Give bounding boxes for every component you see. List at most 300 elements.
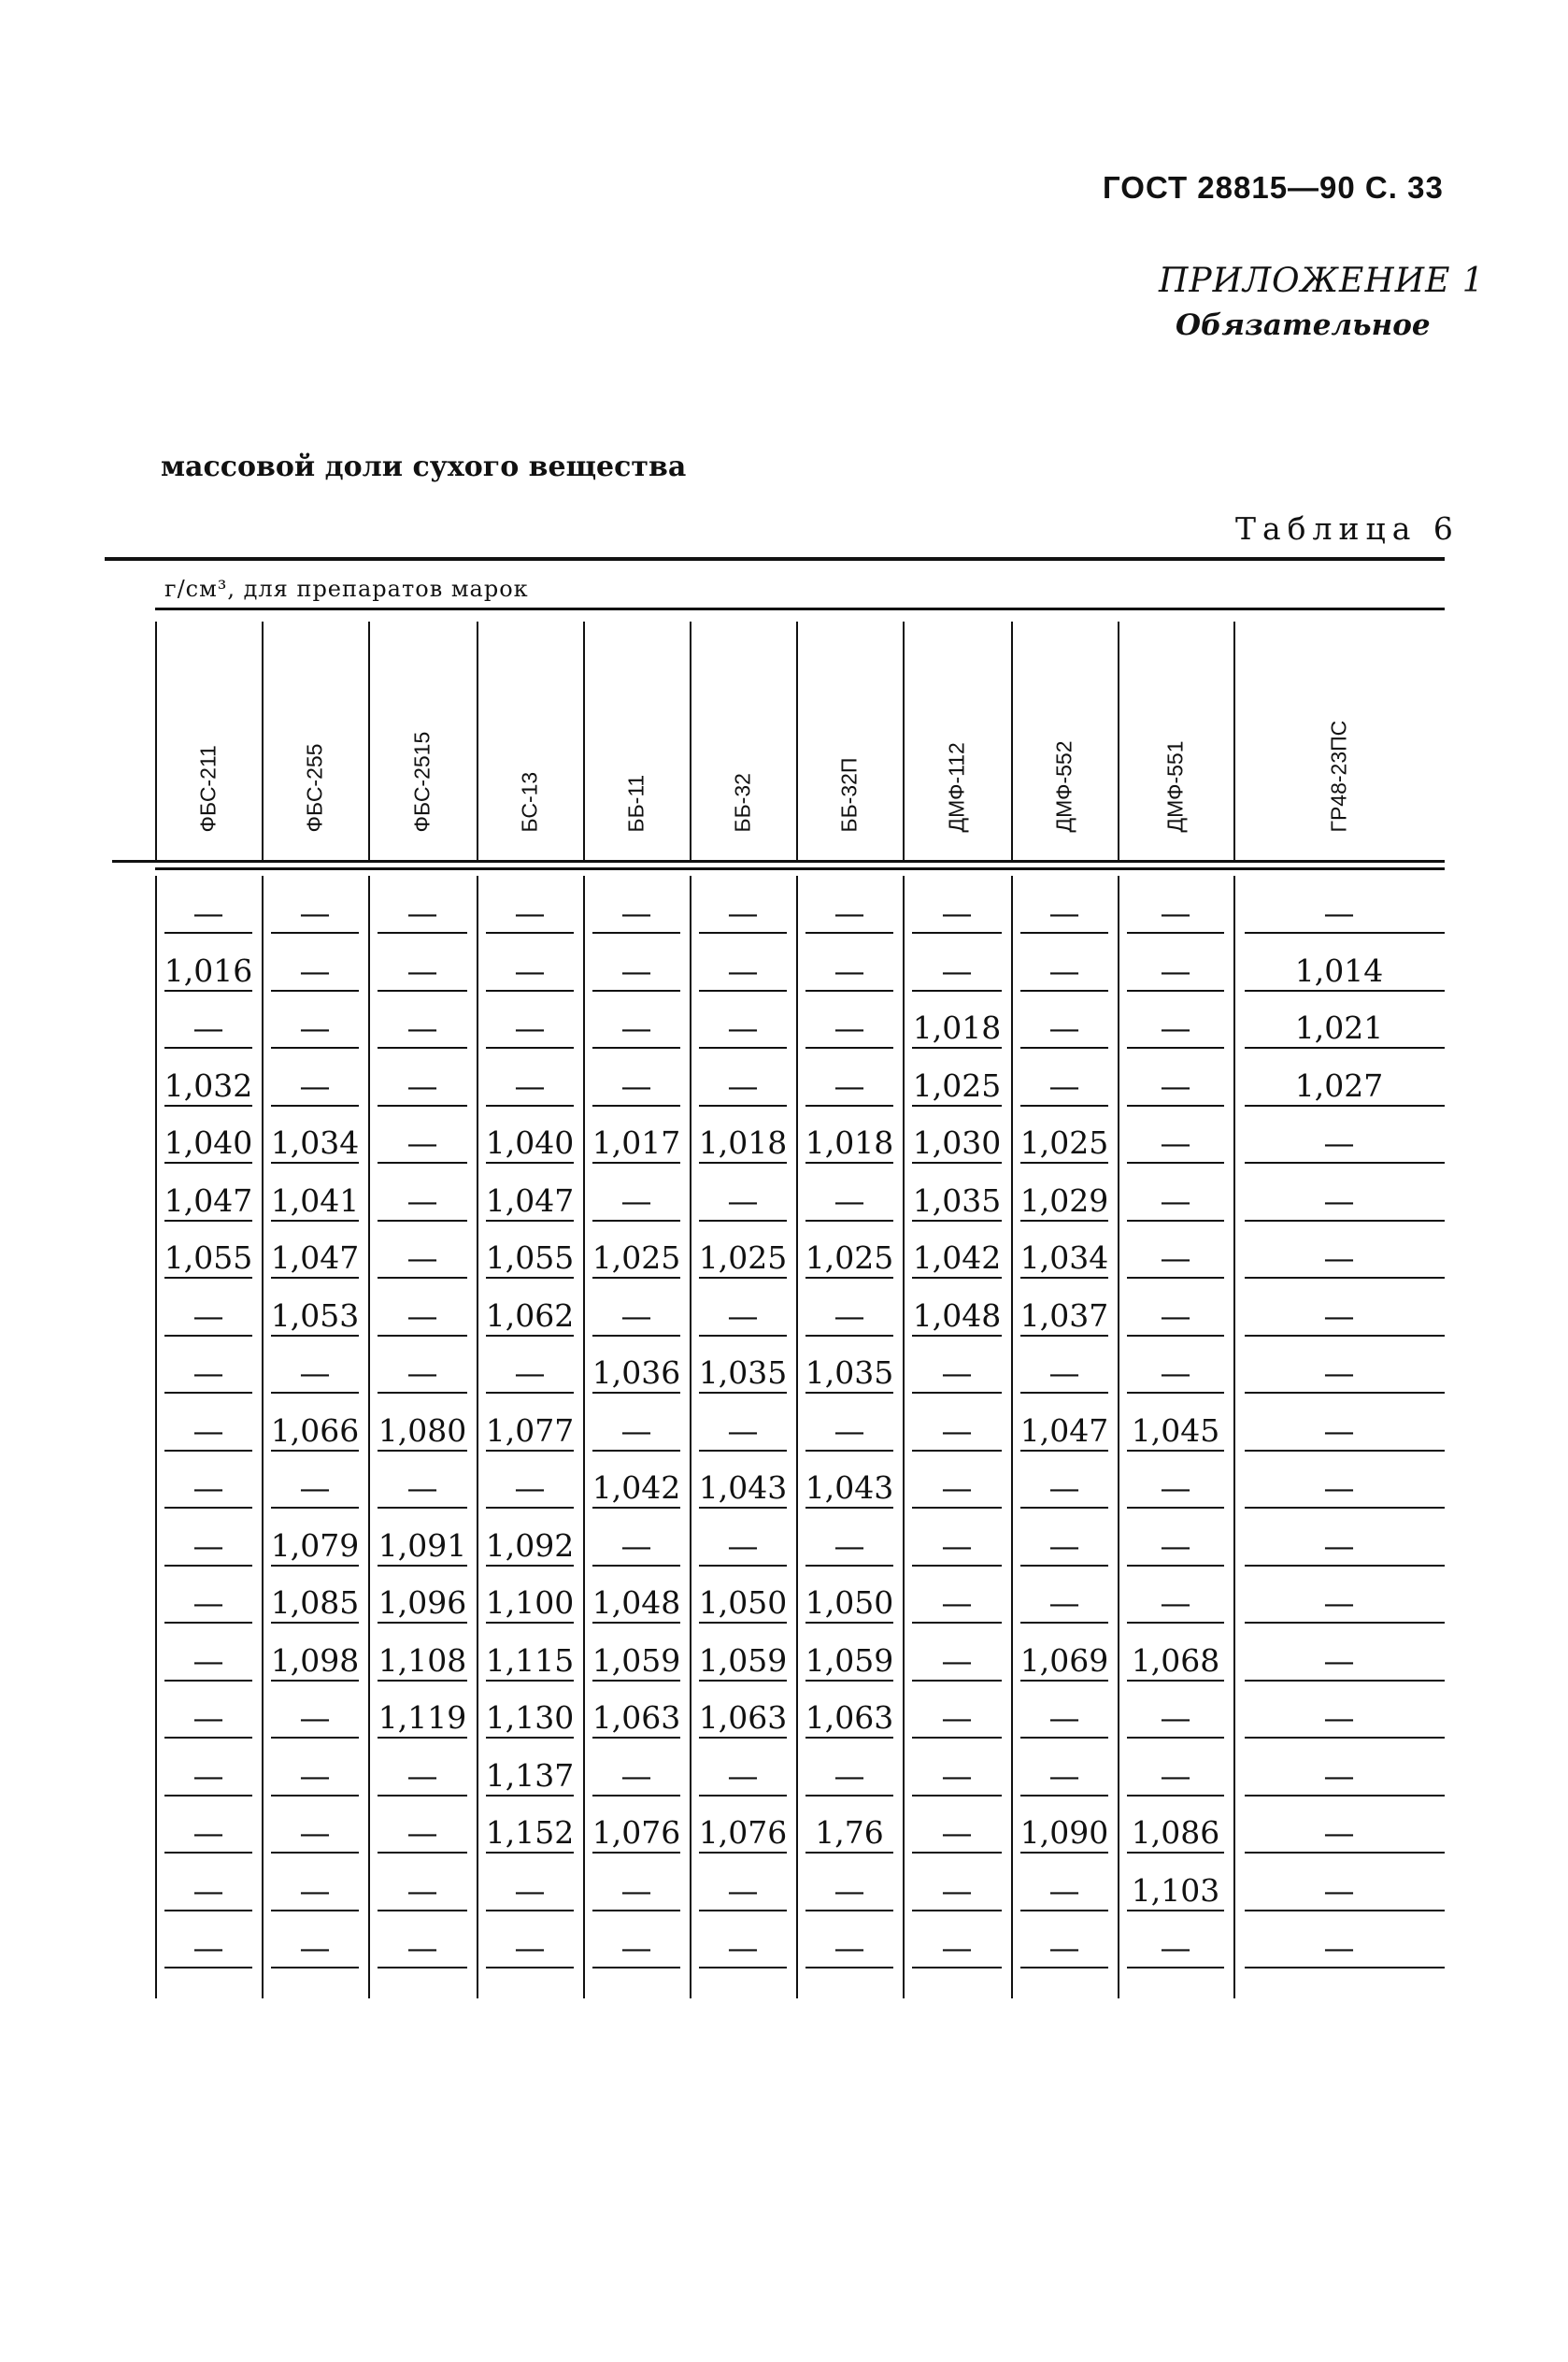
cell-value: — (1048, 1526, 1080, 1564)
cell-value: — (406, 1124, 438, 1161)
column-header (1011, 622, 1118, 860)
table-cell (155, 1796, 262, 1854)
cell-value: — (834, 1411, 865, 1449)
cell-value: 1,018 (698, 1124, 788, 1161)
column-header-label: ББ-11 (623, 774, 649, 833)
cell-value: — (834, 952, 865, 989)
cell-value: — (1323, 1124, 1355, 1161)
table-cell (262, 1911, 368, 1968)
table-cell (477, 1509, 583, 1567)
cell-value: — (834, 1009, 865, 1046)
table-cell (796, 1106, 903, 1164)
table-cell (796, 1566, 903, 1624)
cell-value: 1,035 (698, 1354, 788, 1391)
table-cell (477, 1221, 583, 1279)
table-cell (1118, 876, 1233, 934)
cell-value: 1,091 (378, 1526, 467, 1564)
cell-value: — (299, 895, 331, 931)
column-header (262, 622, 368, 860)
cell-value: — (299, 1929, 331, 1966)
cell-value: — (834, 1756, 865, 1794)
table-cell (262, 1681, 368, 1739)
table-cell (155, 1394, 262, 1452)
cell-value: — (941, 895, 973, 931)
cell-value: 1,063 (805, 1699, 894, 1736)
cell-value: 1,096 (378, 1584, 467, 1621)
table-cell (477, 1566, 583, 1624)
column-header-label: ББ-32 (730, 773, 755, 833)
cell-value: — (727, 1066, 759, 1104)
table-cell (903, 1049, 1011, 1107)
column-header (1233, 622, 1445, 860)
cell-value: — (941, 1584, 973, 1621)
cell-value: 1,76 (815, 1814, 884, 1851)
cell-value: — (406, 1871, 438, 1909)
table-cell (903, 934, 1011, 992)
table-cell (690, 876, 796, 934)
cell-value: — (620, 1756, 652, 1794)
cell-value: 1,037 (1019, 1296, 1109, 1334)
cell-value: — (192, 1469, 224, 1506)
table-cell (477, 1681, 583, 1739)
cell-value: — (620, 1871, 652, 1909)
cell-value: — (941, 952, 973, 989)
table-cell (690, 1164, 796, 1222)
cell-value: — (620, 1009, 652, 1046)
table-cell (262, 876, 368, 934)
table-cell (903, 876, 1011, 934)
cell-value: 1,027 (1294, 1066, 1384, 1104)
table-cell (1233, 1164, 1445, 1222)
units-rule (155, 608, 1445, 610)
cell-value: — (1323, 895, 1355, 931)
table-cell (1011, 1164, 1118, 1222)
cell-value: 1,017 (592, 1124, 681, 1161)
cell-value: — (1160, 1181, 1191, 1219)
table-cell (368, 1566, 477, 1624)
cell-value: 1,119 (378, 1699, 467, 1736)
table-cell (903, 1911, 1011, 1968)
table-cell (903, 1854, 1011, 1911)
cell-value: — (299, 1756, 331, 1794)
cell-value: 1,048 (592, 1584, 681, 1621)
column-header-label: ФБС-255 (302, 743, 327, 833)
table-cell (1118, 1049, 1233, 1107)
cell-value: — (1160, 1756, 1191, 1794)
table-cell (1118, 934, 1233, 992)
table-cell (1011, 1049, 1118, 1107)
table-cell (368, 1049, 477, 1107)
table-cell (1011, 1624, 1118, 1682)
table-cell (1011, 1451, 1118, 1509)
table-cell (583, 1739, 690, 1797)
cell-value: 1,032 (164, 1066, 253, 1104)
table-cell (1118, 1164, 1233, 1222)
cell-value: — (299, 1469, 331, 1506)
table-cell (1233, 1221, 1445, 1279)
cell-value: — (727, 952, 759, 989)
cell-value: — (620, 1181, 652, 1219)
cell-underline (486, 1967, 574, 1968)
table-cell (368, 1106, 477, 1164)
cell-value: — (1160, 1296, 1191, 1334)
cell-value: 1,047 (270, 1239, 360, 1276)
table-cell (1233, 1854, 1445, 1911)
header-bottom-rule-second (155, 867, 1445, 870)
table-cell (583, 991, 690, 1049)
table-cell (1118, 1451, 1233, 1509)
table-cell (1233, 1624, 1445, 1682)
cell-value: — (941, 1756, 973, 1794)
column-header-label: ФБС-211 (195, 745, 221, 833)
table-cell (1011, 876, 1118, 934)
table-cell (690, 1566, 796, 1624)
table-cell (690, 1049, 796, 1107)
cell-value: — (1048, 1699, 1080, 1736)
table-cell (690, 1106, 796, 1164)
cell-value: 1,036 (592, 1354, 681, 1391)
table-cell (903, 1164, 1011, 1222)
cell-value: 1,076 (592, 1814, 681, 1851)
cell-value: — (1323, 1526, 1355, 1564)
cell-value: — (514, 1871, 546, 1909)
cell-value: 1,047 (164, 1181, 253, 1219)
table-cell (1118, 1854, 1233, 1911)
cell-value: — (941, 1814, 973, 1851)
table-cell (368, 1221, 477, 1279)
table-cell (1233, 1451, 1445, 1509)
cell-value: — (299, 1871, 331, 1909)
table-cell (1118, 1394, 1233, 1452)
table-cell (1118, 1336, 1233, 1394)
table-cell (477, 1394, 583, 1452)
cell-value: 1,025 (1019, 1124, 1109, 1161)
cell-value: — (1323, 1411, 1355, 1449)
cell-value: — (192, 1929, 224, 1966)
table-cell (262, 1279, 368, 1337)
table-cell (1011, 1509, 1118, 1567)
units-label: г/см³, для препаратов марок (164, 576, 529, 602)
table-cell (1118, 1221, 1233, 1279)
cell-value: — (1160, 1066, 1191, 1104)
cell-underline (378, 1967, 467, 1968)
cell-value: — (192, 1009, 224, 1046)
table-cell (903, 1624, 1011, 1682)
table-cell (796, 1394, 903, 1452)
cell-value: — (941, 1469, 973, 1506)
table-cell (690, 1509, 796, 1567)
column-header-label: ГР48-23ПС (1326, 720, 1351, 833)
cell-value: — (1048, 1929, 1080, 1966)
table-cell (155, 1509, 262, 1567)
table-cell (903, 1739, 1011, 1797)
cell-value: 1,034 (270, 1124, 360, 1161)
cell-value: — (1048, 895, 1080, 931)
table-cell (583, 1336, 690, 1394)
cell-value: — (1323, 1814, 1355, 1851)
cell-value: — (406, 895, 438, 931)
cell-value: — (941, 1641, 973, 1679)
column-header (796, 622, 903, 860)
cell-value: — (514, 895, 546, 931)
table-cell (368, 1911, 477, 1968)
cell-underline (592, 1967, 680, 1968)
table-cell (368, 1336, 477, 1394)
table-cell (903, 1796, 1011, 1854)
table-cell (155, 1739, 262, 1797)
table-cell (583, 876, 690, 934)
cell-value: 1,080 (378, 1411, 467, 1449)
table-cell (155, 1164, 262, 1222)
cell-value: 1,047 (1019, 1411, 1109, 1449)
cell-value: — (1323, 1699, 1355, 1736)
table-cell (1011, 991, 1118, 1049)
table-cell (155, 876, 262, 934)
cell-value: 1,055 (485, 1239, 575, 1276)
table-cell (368, 1624, 477, 1682)
cell-value: — (406, 1181, 438, 1219)
cell-value: — (834, 1066, 865, 1104)
cell-underline (1127, 1967, 1224, 1968)
table-cell (903, 1279, 1011, 1337)
table-cell (368, 1394, 477, 1452)
cell-value: — (1160, 1009, 1191, 1046)
table-cell (155, 1221, 262, 1279)
cell-value: — (620, 952, 652, 989)
table-cell (1233, 1336, 1445, 1394)
table-cell (1011, 1106, 1118, 1164)
column-header-label: ФБС-2515 (409, 731, 435, 833)
cell-value: — (1323, 1296, 1355, 1334)
header-bottom-rule (112, 860, 1445, 863)
cell-value: 1,045 (1131, 1411, 1220, 1449)
table-cell (155, 1681, 262, 1739)
cell-value: — (299, 1066, 331, 1104)
cell-value: — (406, 1469, 438, 1506)
cell-value: 1,043 (698, 1469, 788, 1506)
table-cell (1233, 1106, 1445, 1164)
cell-value: — (1048, 1756, 1080, 1794)
cell-value: 1,103 (1131, 1871, 1220, 1909)
cell-value: — (406, 952, 438, 989)
table-cell (368, 1796, 477, 1854)
cell-value: — (406, 1354, 438, 1391)
table-cell (262, 1854, 368, 1911)
cell-value: — (514, 952, 546, 989)
table-cell (477, 1049, 583, 1107)
cell-value: — (1160, 1584, 1191, 1621)
table-cell (583, 1394, 690, 1452)
cell-value: 1,063 (698, 1699, 788, 1736)
table-cell (368, 1451, 477, 1509)
cell-value: — (1160, 1929, 1191, 1966)
cell-value: 1,059 (592, 1641, 681, 1679)
table-cell (690, 1451, 796, 1509)
table-cell (796, 934, 903, 992)
table-cell (903, 1106, 1011, 1164)
cell-value: — (406, 1929, 438, 1966)
cell-value: 1,059 (698, 1641, 788, 1679)
cell-value: — (1323, 1756, 1355, 1794)
cell-value: 1,035 (805, 1354, 894, 1391)
table-cell (1118, 1279, 1233, 1337)
cell-underline (699, 1967, 787, 1968)
table-cell (1011, 1796, 1118, 1854)
table-cell (1011, 1221, 1118, 1279)
table-cell (368, 1279, 477, 1337)
column-header-label: ДМФ-112 (944, 742, 969, 833)
table-cell (262, 1566, 368, 1624)
cell-value: 1,018 (805, 1124, 894, 1161)
appendix-status: Обязательное (1176, 308, 1431, 342)
table-cell (1233, 1739, 1445, 1797)
table-number: Таблица 6 (1235, 510, 1460, 547)
table-cell (583, 1164, 690, 1222)
table-cell (1011, 1911, 1118, 1968)
cell-value: — (834, 1871, 865, 1909)
table-cell (368, 1681, 477, 1739)
table-cell (155, 1911, 262, 1968)
table-cell (155, 1854, 262, 1911)
table-cell (477, 991, 583, 1049)
table-cell (155, 991, 262, 1049)
cell-value: — (1048, 1066, 1080, 1104)
cell-value: — (834, 1526, 865, 1564)
table-cell (1233, 1681, 1445, 1739)
cell-underline (271, 1967, 359, 1968)
cell-value: 1,025 (698, 1239, 788, 1276)
table-cell (477, 934, 583, 992)
cell-value: — (727, 1181, 759, 1219)
cell-value: — (192, 1641, 224, 1679)
table-cell (1011, 1681, 1118, 1739)
table-cell (1233, 1566, 1445, 1624)
cell-value: — (941, 1526, 973, 1564)
column-header-label: ДМФ-552 (1051, 740, 1076, 833)
table-cell (262, 1739, 368, 1797)
cell-value: — (727, 1296, 759, 1334)
table-cell (690, 1221, 796, 1279)
cell-value: 1,076 (698, 1814, 788, 1851)
cell-value: — (406, 1066, 438, 1104)
gost-page-header: ГОСТ 28815—90 С. 33 (1103, 170, 1444, 205)
cell-value: — (1048, 1009, 1080, 1046)
cell-value: — (406, 1756, 438, 1794)
table-cell (903, 1566, 1011, 1624)
cell-value: — (620, 1066, 652, 1104)
table-cell (262, 1624, 368, 1682)
cell-value: 1,047 (485, 1181, 575, 1219)
table-cell (477, 1624, 583, 1682)
table-cell (903, 1451, 1011, 1509)
table-cell (690, 1394, 796, 1452)
cell-value: 1,059 (805, 1641, 894, 1679)
cell-value: — (620, 1411, 652, 1449)
cell-value: — (192, 1296, 224, 1334)
cell-value: — (727, 1411, 759, 1449)
cell-value: — (1048, 1584, 1080, 1621)
cell-value: 1,062 (485, 1296, 575, 1334)
cell-value: — (192, 1584, 224, 1621)
table-cell (690, 991, 796, 1049)
table-cell (368, 1509, 477, 1567)
cell-value: — (192, 1756, 224, 1794)
cell-value: 1,048 (912, 1296, 1002, 1334)
cell-value: 1,086 (1131, 1814, 1220, 1851)
cell-value: 1,025 (912, 1066, 1002, 1104)
cell-value: — (1160, 1699, 1191, 1736)
cell-value: 1,090 (1019, 1814, 1109, 1851)
cell-value: — (406, 1239, 438, 1276)
table-cell (583, 1221, 690, 1279)
table-cell (796, 1681, 903, 1739)
table-cell (583, 1279, 690, 1337)
cell-value: — (406, 1814, 438, 1851)
table-cell (155, 1624, 262, 1682)
cell-value: 1,018 (912, 1009, 1002, 1046)
table-cell (903, 1681, 1011, 1739)
cell-value: — (941, 1929, 973, 1966)
cell-value: 1,014 (1294, 952, 1384, 989)
cell-value: 1,085 (270, 1584, 360, 1621)
cell-value: — (727, 1756, 759, 1794)
table-cell (583, 1854, 690, 1911)
table-cell (690, 1336, 796, 1394)
cell-value: 1,021 (1294, 1009, 1384, 1046)
table-cell (796, 1279, 903, 1337)
cell-value: 1,016 (164, 952, 253, 989)
column-header (477, 622, 583, 860)
cell-value: 1,079 (270, 1526, 360, 1564)
table-cell (1011, 1739, 1118, 1797)
table-cell (262, 1221, 368, 1279)
cell-value: — (1323, 1469, 1355, 1506)
cell-value: — (1323, 1929, 1355, 1966)
cell-value: 1,043 (805, 1469, 894, 1506)
cell-value: 1,035 (912, 1181, 1002, 1219)
cell-value: — (1323, 1354, 1355, 1391)
cell-value: — (941, 1354, 973, 1391)
cell-value: — (941, 1699, 973, 1736)
table-cell (368, 1854, 477, 1911)
cell-value: — (1048, 1871, 1080, 1909)
table-cell (796, 1451, 903, 1509)
table-cell (583, 1566, 690, 1624)
cell-value: — (514, 1929, 546, 1966)
cell-value: 1,100 (485, 1584, 575, 1621)
table-cell (368, 934, 477, 992)
table-top-rule (105, 557, 1445, 561)
cell-value: — (834, 1181, 865, 1219)
table-cell (368, 1739, 477, 1797)
table-cell (262, 991, 368, 1049)
table-cell (477, 1796, 583, 1854)
cell-value: 1,029 (1019, 1181, 1109, 1219)
table-cell (796, 1221, 903, 1279)
table-cell (903, 1509, 1011, 1567)
cell-value: 1,050 (805, 1584, 894, 1621)
table-cell (1118, 1796, 1233, 1854)
table-cell (155, 1566, 262, 1624)
cell-value: — (1160, 1239, 1191, 1276)
cell-underline (1245, 1967, 1445, 1968)
cell-value: — (1160, 1469, 1191, 1506)
cell-value: — (192, 1699, 224, 1736)
table-cell (796, 1796, 903, 1854)
table-cell (796, 991, 903, 1049)
table-cell (1233, 1394, 1445, 1452)
cell-value: — (192, 1814, 224, 1851)
